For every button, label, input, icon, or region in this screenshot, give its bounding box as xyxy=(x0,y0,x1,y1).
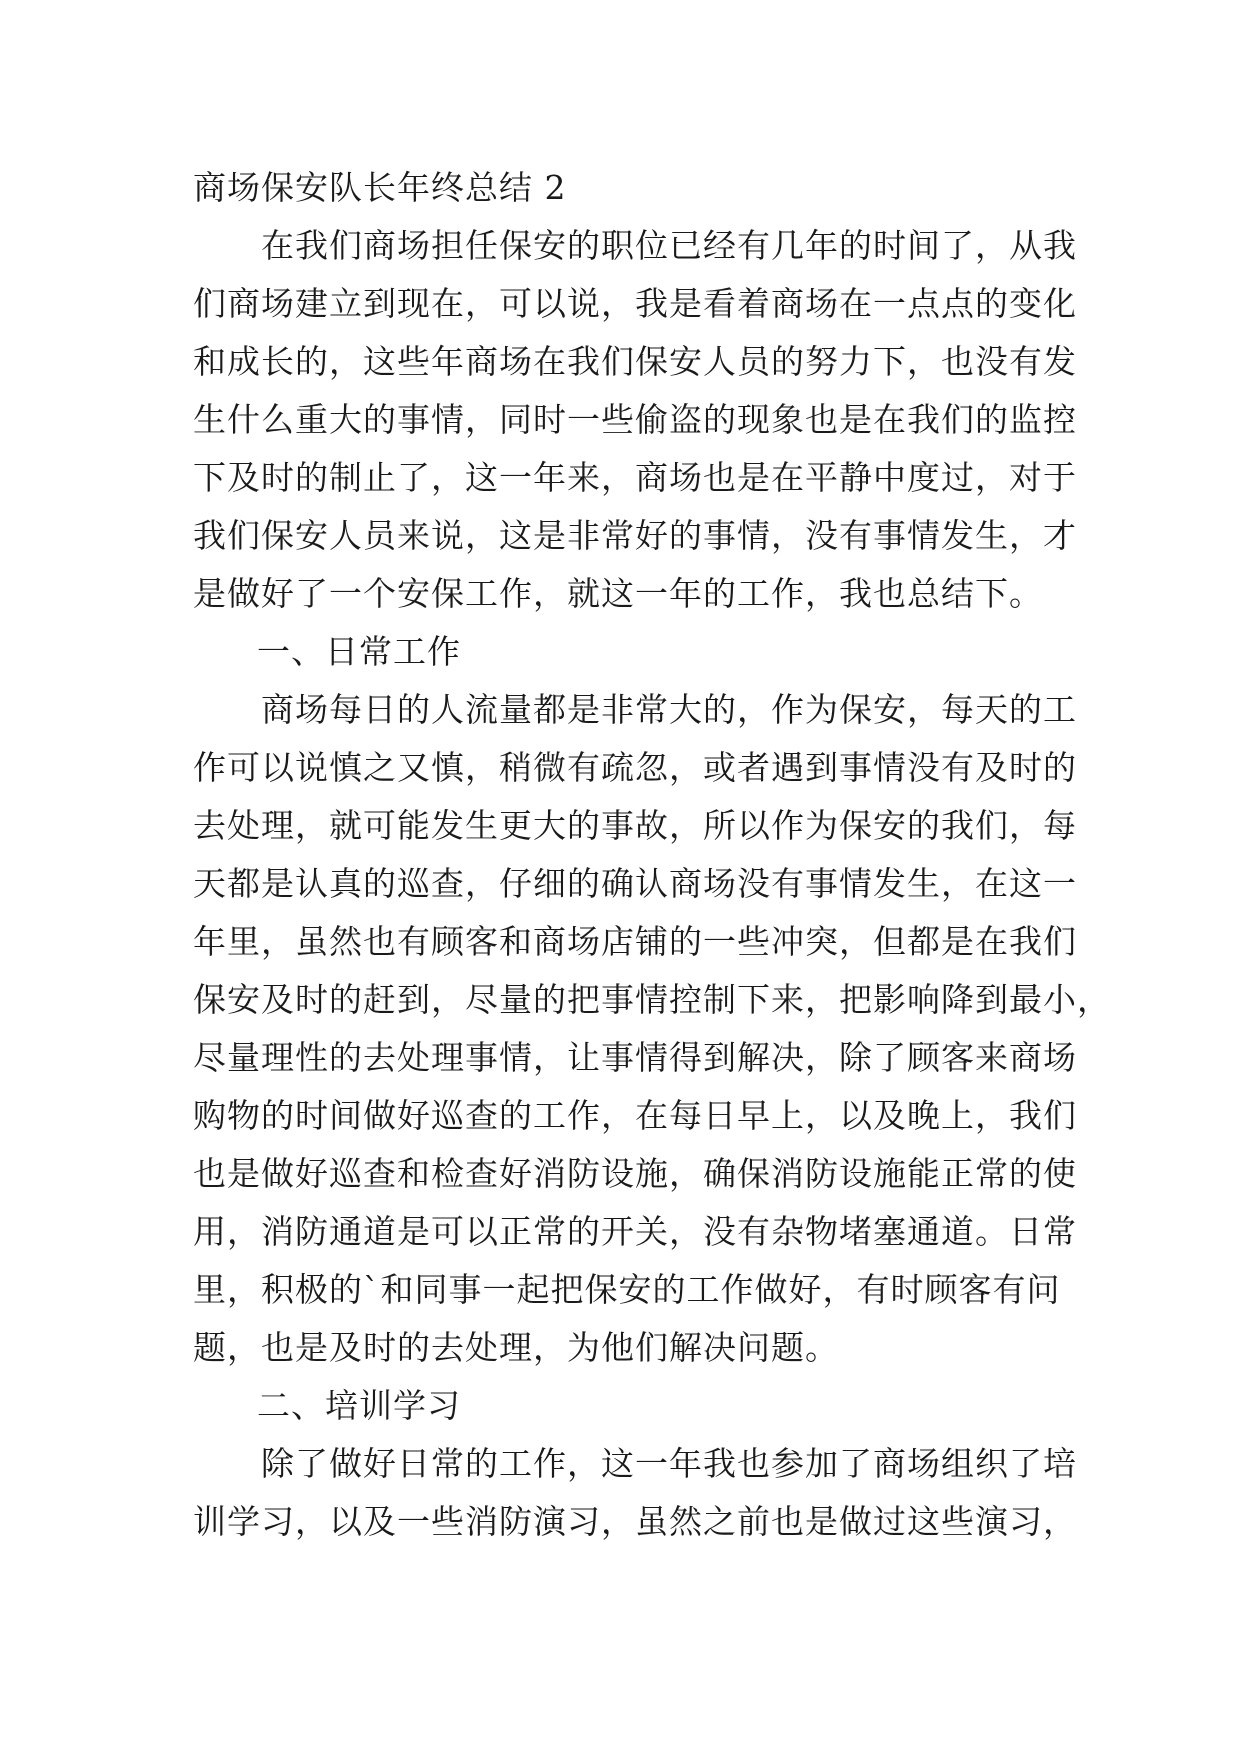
intro-line: 我们保安人员来说，这是非常好的事情，没有事情发生，才 xyxy=(193,516,1077,555)
section-heading-training: 二、培训学习 xyxy=(257,1386,461,1425)
section1-line: 保安及时的赶到，尽量的把事情控制下来，把影响降到最小， xyxy=(193,980,1111,1019)
document-title: 商场保安队长年终总结 2 xyxy=(193,168,567,207)
intro-line: 和成长的，这些年商场在我们保安人员的努力下，也没有发 xyxy=(193,342,1077,381)
section1-line: 用，消防通道是可以正常的开关，没有杂物堵塞通道。日常 xyxy=(193,1212,1077,1251)
section1-line: 里，积极的`和同事一起把保安的工作做好，有时顾客有问 xyxy=(193,1270,1061,1309)
section1-line: 年里，虽然也有顾客和商场店铺的一些冲突，但都是在我们 xyxy=(193,922,1077,961)
intro-line: 在我们商场担任保安的职位已经有几年的时间了，从我 xyxy=(193,226,1077,265)
section1-line: 去处理，就可能发生更大的事故，所以作为保安的我们，每 xyxy=(193,806,1077,845)
section1-line: 天都是认真的巡查，仔细的确认商场没有事情发生，在这一 xyxy=(193,864,1077,903)
section1-line: 购物的时间做好巡查的工作，在每日早上，以及晚上，我们 xyxy=(193,1096,1077,1135)
intro-line: 生什么重大的事情，同时一些偷盗的现象也是在我们的监控 xyxy=(193,400,1077,439)
section-heading-daily-work: 一、日常工作 xyxy=(257,632,461,671)
section1-line: 尽量理性的去处理事情，让事情得到解决，除了顾客来商场 xyxy=(193,1038,1077,1077)
intro-line: 们商场建立到现在，可以说，我是看着商场在一点点的变化 xyxy=(193,284,1077,323)
intro-line: 下及时的制止了，这一年来，商场也是在平静中度过，对于 xyxy=(193,458,1077,497)
section1-line: 作可以说慎之又慎，稍微有疏忽，或者遇到事情没有及时的 xyxy=(193,748,1077,787)
section1-line: 也是做好巡查和检查好消防设施，确保消防设施能正常的使 xyxy=(193,1154,1077,1193)
section2-line: 训学习，以及一些消防演习，虽然之前也是做过这些演习， xyxy=(193,1502,1077,1541)
section2-line: 除了做好日常的工作，这一年我也参加了商场组织了培 xyxy=(193,1444,1077,1483)
intro-line: 是做好了一个安保工作，就这一年的工作，我也总结下。 xyxy=(193,574,1043,613)
section1-line: 商场每日的人流量都是非常大的，作为保安，每天的工 xyxy=(193,690,1077,729)
section1-line: 题，也是及时的去处理，为他们解决问题。 xyxy=(193,1328,839,1367)
